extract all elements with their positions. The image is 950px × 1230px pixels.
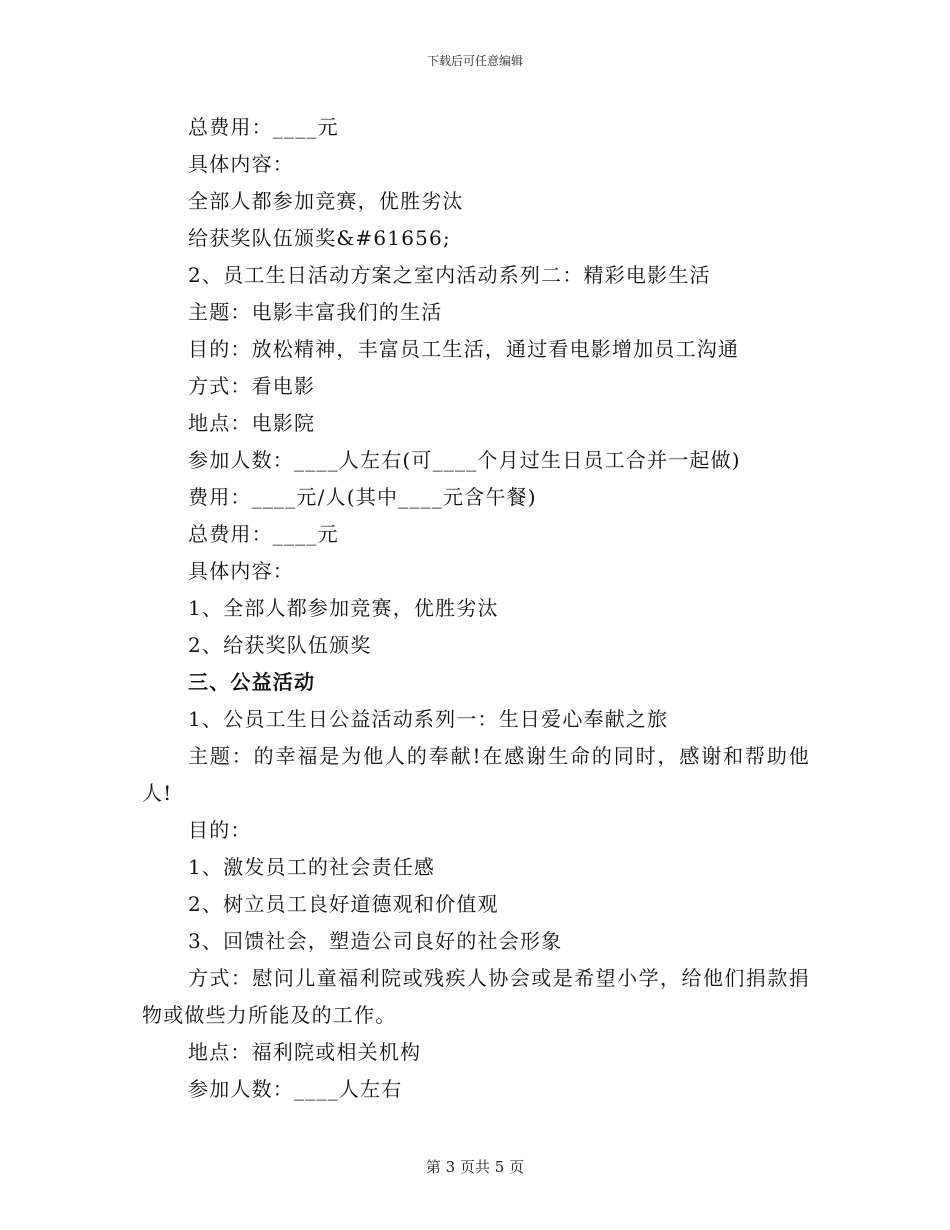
text-line: 全部人都参加竞赛，优胜劣汰 [188, 189, 464, 213]
page-header: 下载后可任意编辑 [426, 54, 523, 68]
text-line: 给获奖队伍颁奖&#61656; [188, 226, 451, 250]
text-line: 方式：看电影 [188, 374, 316, 398]
text-paragraph: 主题：的幸福是为他人的奉献!在感谢生命的同时，感谢和帮助他人! [142, 744, 810, 805]
page-footer: 第 3 页共 5 页 [425, 1158, 525, 1176]
text-line: 地点：福利院或相关机构 [188, 1040, 422, 1064]
section-heading: 1、公员工生日公益活动系列一：生日爱心奉献之旅 [188, 707, 669, 731]
text-line: 地点：电影院 [188, 411, 316, 435]
section-heading: 2、员工生日活动方案之室内活动系列二：精彩电影生活 [188, 263, 711, 287]
text-line: 主题：电影丰富我们的生活 [188, 300, 443, 324]
text-line: 具体内容： [188, 559, 294, 583]
document-body [142, 109, 810, 1108]
text-line: 2、给获奖队伍颁奖 [188, 633, 372, 657]
text-line: 目的： [188, 818, 252, 842]
text-line: 参加人数：____人左右 [188, 1077, 403, 1101]
text-line: 目的：放松精神，丰富员工生活，通过看电影增加员工沟通 [188, 337, 740, 361]
text-line: 总费用：____元 [188, 522, 339, 546]
text-line: 1、激发员工的社会责任感 [188, 855, 436, 879]
text-line: 总费用：____元 [188, 115, 339, 139]
section-title-public-welfare: 三、公益活动 [188, 670, 316, 694]
text-line: 具体内容： [188, 152, 294, 176]
text-line: 3、回馈社会，塑造公司良好的社会形象 [188, 929, 563, 953]
text-line: 1、全部人都参加竞赛，优胜劣汰 [188, 596, 499, 620]
text-line: 参加人数：____人左右(可____个月过生日员工合并一起做) [188, 448, 741, 472]
text-line: 2、树立员工良好道德观和价值观 [188, 892, 499, 916]
text-paragraph: 方式：慰问儿童福利院或残疾人协会或是希望小学，给他们捐款捐物或做些力所能及的工作。 [142, 966, 810, 1027]
text-line: 费用：____元/人(其中____元含午餐) [188, 485, 537, 509]
